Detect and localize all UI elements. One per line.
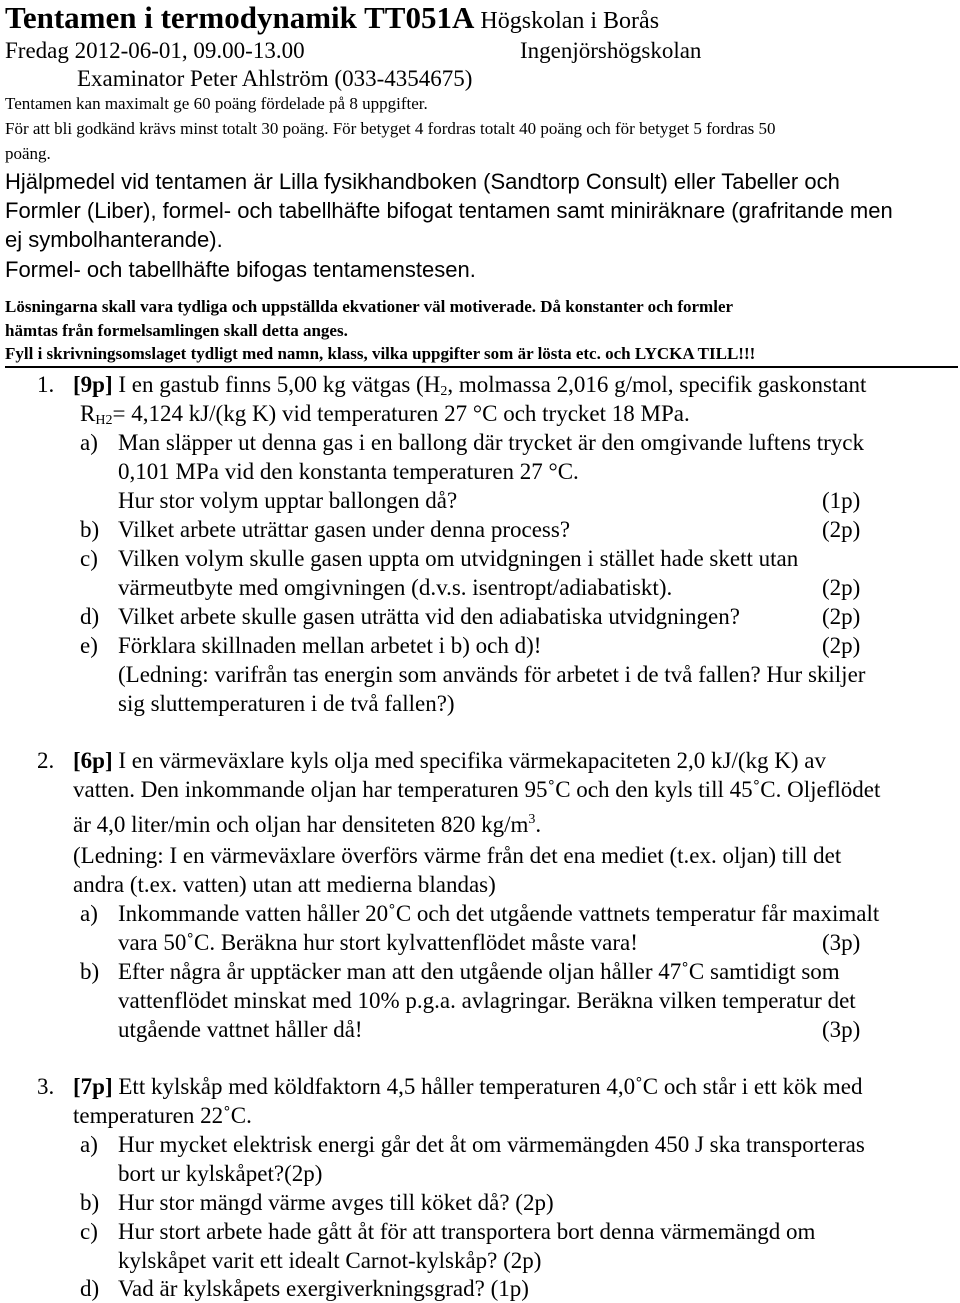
q1-a-label: a) [80, 430, 98, 455]
q2-a-line2: vara 50˚C. Beräkna hur stort kylvattenflödet måste vara! [118, 930, 638, 955]
q1-c-line2: värmeutbyte med omgivningen (d.v.s. isentropt/adiabatiskt). [118, 575, 673, 600]
q3-a-line2: bort ur kylskåpet?(2p) [118, 1161, 323, 1186]
q3-c-line2: kylskåpet varit ett idealt Carnot-kylskåp? (2p) [118, 1248, 542, 1273]
q1-e-line2: (Ledning: varifrån tas energin som används för arbetet i de två fallen? Hur skiljer [118, 662, 866, 687]
q2-a-points: (3p) [822, 930, 861, 955]
q2-line5: andra (t.ex. vatten) utan att medierna blandas) [73, 872, 496, 897]
points-info: Tentamen kan maximalt ge 60 poäng fördelade på 8 uppgifter. [5, 94, 428, 113]
q1-points: [9p] [73, 372, 113, 397]
faculty-name: Ingenjörshögskolan [520, 38, 702, 63]
q3-b-label: b) [80, 1190, 100, 1215]
q1-d-points: (2p) [822, 604, 861, 629]
q3-number: 3. [37, 1074, 55, 1099]
q1-b-points: (2p) [822, 517, 861, 542]
q3-a-line1: Hur mycket elektrisk energi går det åt om värmemängden 450 J ska transporteras [118, 1132, 865, 1157]
page-title [5, 0, 659, 39]
q3-b-line1: Hur stor mängd värme avges till köket då? (2p) [118, 1190, 554, 1215]
q3-line1: [7p] Ett kylskåp med köldfaktorn 4,5 håller temperaturen 4,0˚C och står i ett kök med [73, 1074, 863, 1099]
q1-e-points: (2p) [822, 633, 861, 658]
q1-c-points: (2p) [822, 575, 861, 600]
examiner-line: Examinator Peter Ahlström (033-4354675) [77, 66, 473, 91]
q2-a-line1: Inkommande vatten håller 20˚C och det utgående vattnets temperatur får maximalt [118, 901, 880, 926]
q1-d-line1: Vilket arbete skulle gasen uträtta vid den adiabatiska utvidgningen? [118, 604, 740, 629]
rules-line2: hämtas från formelsamlingen skall detta anges. [5, 321, 348, 340]
q3-d-line1: Vad är kylskåpets exergiverkningsgrad? (1p) [118, 1276, 529, 1301]
attached-info: Formel- och tabellhäfte bifogas tentamenstesen. [5, 257, 476, 282]
q3-b-points: (2p) [515, 1190, 554, 1215]
q1-intro-line2: $R_{H2}= 4,124$ kJ/(kg K) vid temperaturen 27 °C och trycket 18 MPa. [80, 401, 690, 428]
q2-b-line2: vattenflödet minskat med 10% p.g.a. avlagringar. Beräkna vilken temperatur det [118, 988, 856, 1013]
exam-date-time: Fredag 2012-06-01, 09.00-13.00 [5, 38, 305, 63]
q1-number: 1. [37, 372, 55, 397]
aids-info-line1: Hjälpmedel vid tentamen är Lilla fysikhandboken (Sandtorp Consult) eller Tabeller och [5, 169, 840, 194]
q1-a-line1: Man släpper ut denna gas i en ballong där trycket är den omgivande luftens tryck [118, 430, 864, 455]
divider [5, 366, 958, 368]
q1-a-points: (1p) [822, 488, 861, 513]
q1-a-line3: Hur stor volym upptar ballongen då? [118, 488, 458, 513]
q2-b-points: (3p) [822, 1017, 861, 1042]
q1-b-label: b) [80, 517, 100, 542]
q3-c-line1: Hur stort arbete hade gått åt för att transportera bort denna värmemängd om [118, 1219, 816, 1244]
q2-line1: [6p] I en värmeväxlare kyls olja med specifika värmekapaciteten 2,0 kJ/(kg K) av [73, 748, 826, 773]
q1-d-label: d) [80, 604, 100, 629]
q1-e-line1: Förklara skillnaden mellan arbetet i b) och d)! [118, 633, 542, 658]
q1-e-line3: sig sluttemperaturen i de två fallen?) [118, 691, 455, 716]
rules-line3: Fyll i skrivningsomslaget tydligt med namn, klass, vilka uppgifter som är lösta etc. och LYCKA TILL!!! [5, 344, 756, 363]
q3-d-label: d) [80, 1276, 100, 1301]
q2-b-line1: Efter några år upptäcker man att den utgående oljan håller 47˚C samtidigt som [118, 959, 840, 984]
q3-d-points: (1p) [490, 1276, 529, 1301]
q3-a-points: (2p) [284, 1161, 323, 1186]
grades-info-line1: För att bli godkänd krävs minst totalt 30 poäng. För betyget 4 fordras totalt 40 poäng och för betyget 5 fordras 50 [5, 119, 776, 138]
q3-c-points: (2p) [503, 1248, 542, 1273]
q1-intro-line1: [9p] I en gastub finns 5,00 kg vätgas ($H_2$, molmassa 2,016 g/mol, specifik gaskonstant [73, 372, 867, 399]
q3-points: [7p] [73, 1074, 113, 1099]
q2-a-label: a) [80, 901, 98, 926]
grades-info-line2: poäng. [5, 144, 51, 163]
q2-b-label: b) [80, 959, 100, 984]
q1-e-label: e) [80, 633, 98, 658]
q2-points: [6p] [73, 748, 113, 773]
q1-b-line1: Vilket arbete uträttar gasen under denna process? [118, 517, 571, 542]
q1-c-line1: Vilken volym skulle gasen uppta om utvidgningen i stället hade skett utan [118, 546, 799, 571]
aids-info-line2: Formler (Liber), formel- och tabellhäfte bifogat tentamen samt miniräknare (grafritande men [5, 198, 893, 223]
q3-a-label: a) [80, 1132, 98, 1157]
q3-line2: temperaturen 22˚C. [73, 1103, 252, 1128]
q2-line4: (Ledning: I en värmeväxlare överförs värme från det ena mediet (t.ex. oljan) till det [73, 843, 842, 868]
rules-line1: Lösningarna skall vara tydliga och uppställda ekvationer väl motiverade. Då konstanter och formler [5, 297, 734, 316]
exam-title: Tentamen i termodynamik TT051A [5, 0, 473, 35]
q3-c-label: c) [80, 1219, 98, 1244]
q1-a-line2: 0,101 MPa vid den konstanta temperaturen 27 °C. [118, 459, 579, 484]
q2-line3: är 4,0 liter/min och oljan har densiteten 820 $kg/m^3$. [73, 812, 542, 837]
aids-info-line3: ej symbolhanterande). [5, 227, 223, 252]
school-name: Högskolan i Borås [480, 8, 660, 34]
q2-number: 2. [37, 748, 55, 773]
q2-line2: vatten. Den inkommande oljan har temperaturen 95˚C och den kyls till 45˚C. Oljeflödet [73, 777, 881, 802]
q1-c-label: c) [80, 546, 98, 571]
q2-b-line3: utgående vattnet håller då! [118, 1017, 363, 1042]
